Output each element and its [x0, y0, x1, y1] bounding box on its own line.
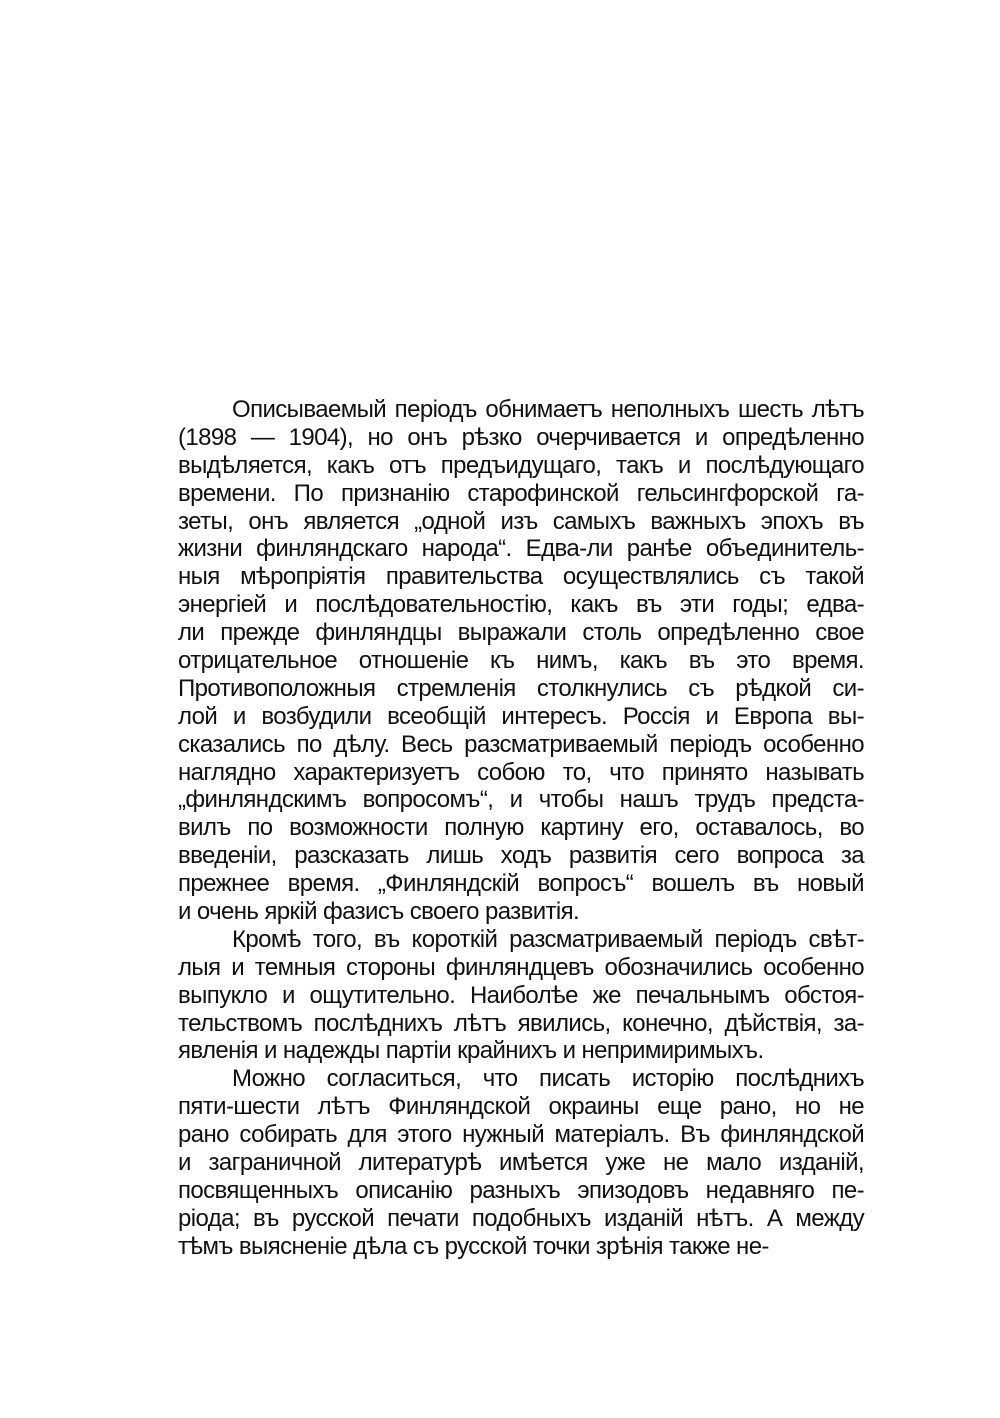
text-line: посвященныхъ описанію разныхъ эпизодовъ недавняго пе-: [178, 1176, 864, 1204]
text-line: зеты, онъ является „одной изъ самыхъ важныхъ эпохъ въ: [178, 507, 864, 535]
text-line: выпукло и ощутительно. Наиболѣе же печальнымъ обстоя-: [178, 981, 864, 1009]
text-line: рано собирать для этого нужный матеріалъ. Въ финляндской: [178, 1121, 864, 1149]
text-line: пяти-шести лѣтъ Финляндской окраины еще рано, но не: [178, 1093, 864, 1121]
text-line: Описываемый періодъ обнимаетъ неполныхъ шесть лѣтъ: [232, 396, 864, 423]
text-line: жизни финляндскаго народа“. Едва-ли ранѣе объединитель-: [178, 535, 864, 563]
text-line: тѣмъ выясненіе дѣла съ русской точки зрѣнія также не-: [178, 1232, 769, 1260]
text-line: и заграничной литературѣ имѣется уже не мало изданій,: [178, 1149, 864, 1177]
text-line: прежнее время. „Финляндскій вопросъ“ вошелъ въ новый: [178, 870, 864, 898]
text-line: „финляндскимъ вопросомъ“, и чтобы нашъ трудъ предста-: [178, 786, 864, 814]
text-line: выдѣляется, какъ отъ предъидущаго, такъ и послѣдующаго: [178, 451, 864, 479]
paragraph: [178, 926, 864, 1065]
text-line: времени. По признанію старофинской гельсингфорской га-: [178, 479, 864, 507]
text-line: введеніи, разсказать лишь ходъ развитія сего вопроса за: [178, 842, 864, 870]
paragraph: [178, 1065, 864, 1260]
text-line: и очень яркій фазисъ своего развитія.: [178, 898, 580, 926]
text-line: ли прежде финляндцы выражали столь опредѣленно свое: [178, 619, 864, 647]
text-line: отрицательное отношеніе къ нимъ, какъ въ это время.: [178, 647, 864, 675]
text-line: Противоположныя стремленія столкнулись съ рѣдкой си-: [178, 674, 864, 702]
text-line: сказались по дѣлу. Весь разсматриваемый періодъ особенно: [178, 730, 864, 758]
text-line: явленія и надежды партіи крайнихъ и непримиримыхъ.: [178, 1037, 764, 1065]
text-line: вилъ по возможности полную картину его, оставалось, во: [178, 814, 864, 842]
text-line: лыя и темныя стороны финляндцевъ обозначились особенно: [178, 953, 864, 981]
text-line: наглядно характеризуетъ собою то, что принято называть: [178, 758, 864, 786]
text-line: энергіей и послѣдовательностію, какъ въ эти годы; едва-: [178, 591, 864, 619]
text-line: Кромѣ того, въ короткій разсматриваемый періодъ свѣт-: [232, 925, 864, 953]
paragraph: [178, 396, 864, 926]
text-line: ныя мѣропріятія правительства осуществлялись съ такой: [178, 563, 864, 591]
page-text: [178, 396, 864, 1261]
text-line: Можно согласиться, что писать исторію послѣднихъ: [232, 1065, 864, 1093]
text-line: ріода; въ русской печати подобныхъ изданій нѣтъ. А между: [178, 1204, 864, 1232]
text-line: (1898 — 1904), но онъ рѣзко очерчивается и опредѣленно: [178, 423, 864, 451]
text-line: тельствомъ послѣднихъ лѣтъ явились, конечно, дѣйствія, за-: [178, 1009, 864, 1037]
text-line: лой и возбудили всеобщій интересъ. Россія и Европа вы-: [178, 702, 864, 730]
